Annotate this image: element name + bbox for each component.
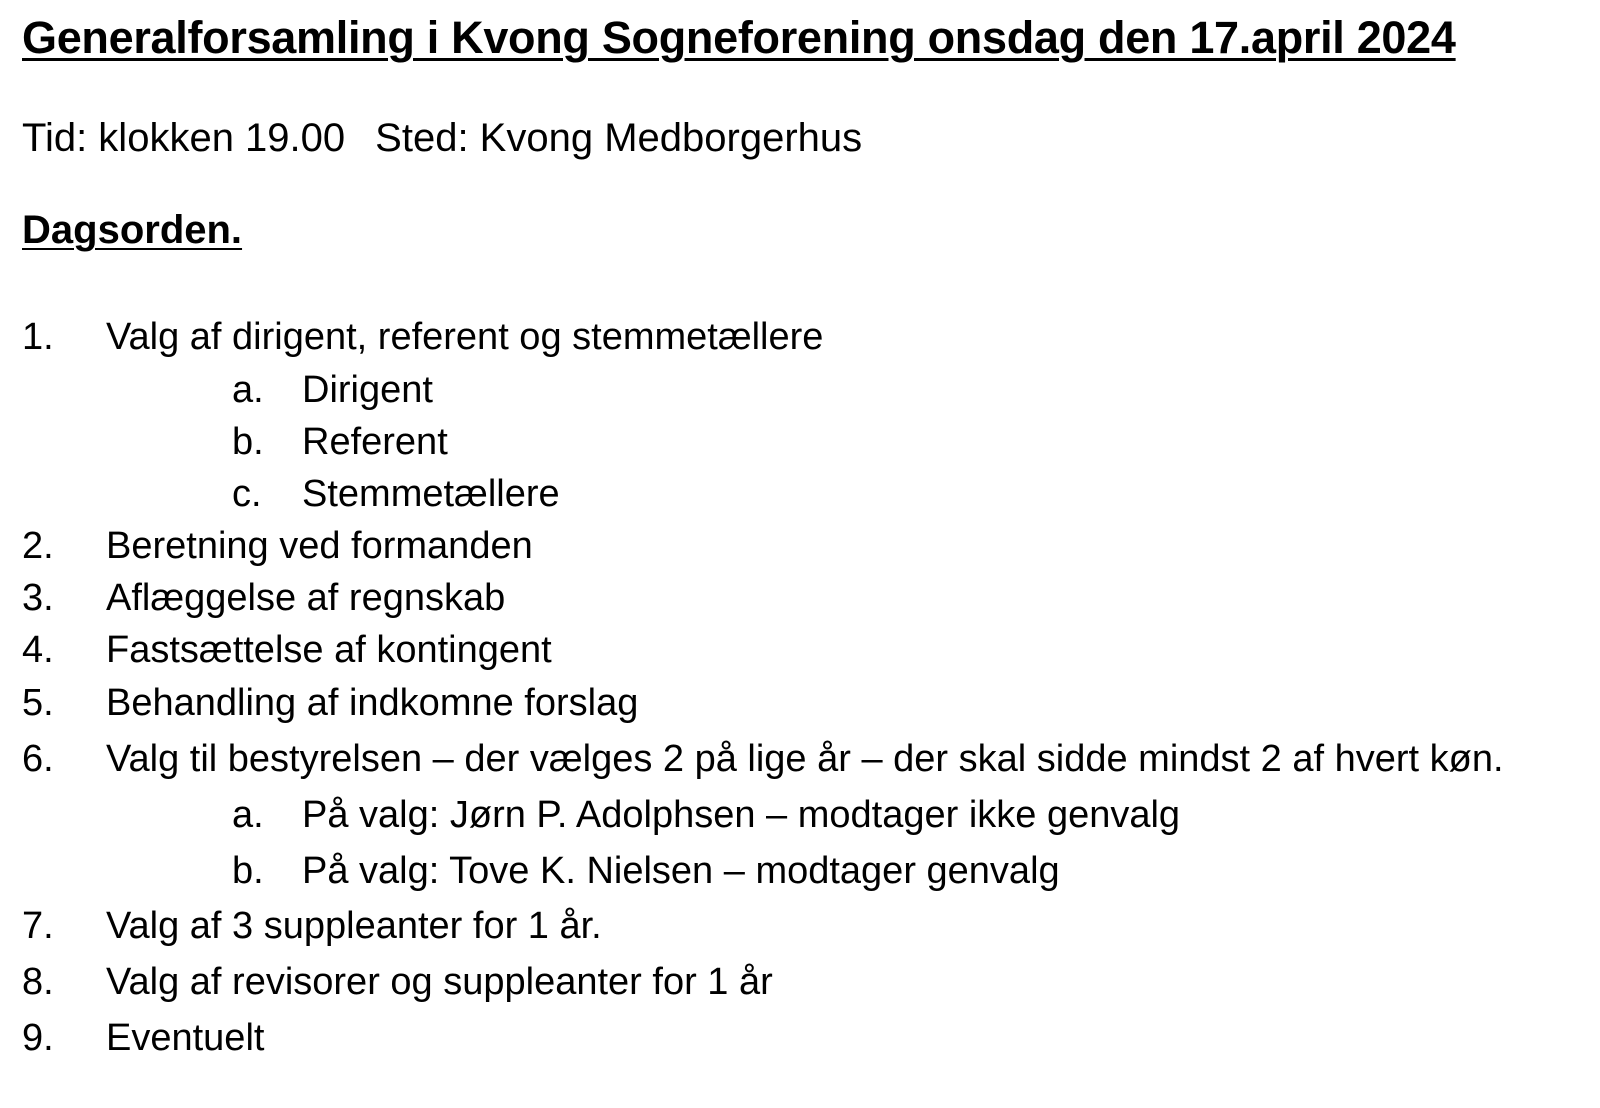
subitem-letter: b. xyxy=(232,850,264,892)
document-title: Generalforsamling i Kvong Sogneforening onsdag den 17.april 2024 xyxy=(22,12,1456,63)
agenda-item-text: Valg af revisorer og suppleanter for 1 år xyxy=(106,961,773,1003)
meeting-details xyxy=(22,116,862,161)
agenda-item-number: 1. xyxy=(22,316,54,358)
agenda-item-number: 5. xyxy=(22,682,54,724)
agenda-item-text: Aflæggelse af regnskab xyxy=(106,577,506,619)
agenda-item-number: 9. xyxy=(22,1017,54,1059)
agenda-item-number: 7. xyxy=(22,905,54,947)
subitem-letter: b. xyxy=(232,421,264,463)
agenda-item-number: 6. xyxy=(22,738,54,780)
agenda-item-text: Eventuelt xyxy=(106,1017,265,1059)
subitem-letter: a. xyxy=(232,369,264,411)
meeting-time: Tid: klokken 19.00 xyxy=(22,116,346,160)
subitem-text: Stemmetællere xyxy=(302,473,560,515)
agenda-item-text: Valg af 3 suppleanter for 1 år. xyxy=(106,905,602,947)
subitem-text: På valg: Jørn P. Adolphsen – modtager ikke genvalg xyxy=(302,794,1181,836)
agenda-item-number: 4. xyxy=(22,629,54,671)
agenda-heading: Dagsorden. xyxy=(22,208,243,252)
agenda-item-text: Behandling af indkomne forslag xyxy=(106,682,639,724)
agenda-item-number: 2. xyxy=(22,525,54,567)
subitem-letter: c. xyxy=(232,473,262,515)
meeting-place: Sted: Kvong Medborgerhus xyxy=(375,116,863,160)
agenda-item-text: Valg af dirigent, referent og stemmetællere xyxy=(106,316,824,358)
agenda-item-text: Fastsættelse af kontingent xyxy=(106,629,552,671)
subitem-letter: a. xyxy=(232,794,264,836)
agenda-item-text: Valg til bestyrelsen – der vælges 2 på lige år – der skal sidde mindst 2 af hvert køn. xyxy=(106,738,1504,780)
subitem-text: Dirigent xyxy=(302,369,433,411)
subitem-text: På valg: Tove K. Nielsen – modtager genvalg xyxy=(302,850,1060,892)
agenda-item-text: Beretning ved formanden xyxy=(106,525,533,567)
subitem-text: Referent xyxy=(302,421,448,463)
agenda-item-number: 8. xyxy=(22,961,54,1003)
agenda-item-number: 3. xyxy=(22,577,54,619)
